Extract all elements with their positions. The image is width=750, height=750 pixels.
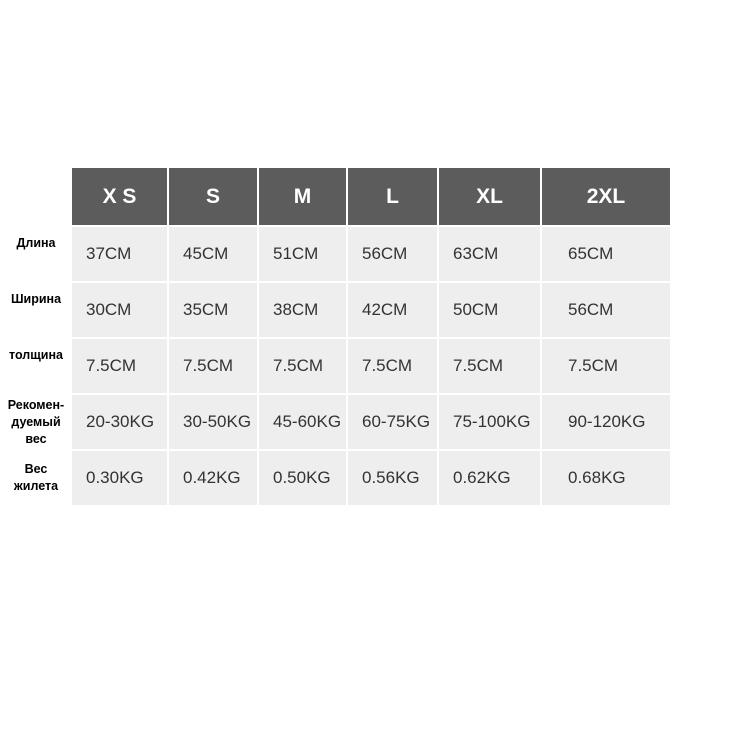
table-cell: 7.5CM	[348, 337, 439, 393]
table-cell: 30-50KG	[169, 393, 259, 449]
table-row-length	[0, 225, 670, 281]
table-cell: 90-120KG	[542, 393, 670, 449]
table-row-recommended-weight	[0, 393, 670, 449]
table-cell: 7.5CM	[439, 337, 542, 393]
table-cell: 56CM	[348, 225, 439, 281]
table-cell: 7.5CM	[542, 337, 670, 393]
header-row	[0, 168, 670, 225]
table-cell: 38CM	[259, 281, 348, 337]
row-label: Ширина	[0, 281, 72, 337]
row-label: Вес жилета	[0, 449, 72, 505]
size-header: X S	[72, 168, 169, 225]
table-cell: 7.5CM	[72, 337, 169, 393]
size-chart-table	[0, 168, 670, 505]
corner-cell	[0, 168, 72, 225]
table-cell: 0.56KG	[348, 449, 439, 505]
size-header: M	[259, 168, 348, 225]
size-header: 2XL	[542, 168, 670, 225]
table-cell: 45-60KG	[259, 393, 348, 449]
table-cell: 7.5CM	[259, 337, 348, 393]
table-cell: 0.30KG	[72, 449, 169, 505]
table-row-width	[0, 281, 670, 337]
table-cell: 45CM	[169, 225, 259, 281]
table-cell: 56CM	[542, 281, 670, 337]
table-cell: 30CM	[72, 281, 169, 337]
table-cell: 0.50KG	[259, 449, 348, 505]
table-cell: 75-100KG	[439, 393, 542, 449]
size-header: XL	[439, 168, 542, 225]
row-label: толщина	[0, 337, 72, 393]
table-row-vest-weight	[0, 449, 670, 505]
table-cell: 0.68KG	[542, 449, 670, 505]
row-label: Рекомен- дуемый вес	[0, 393, 72, 449]
table-cell: 51CM	[259, 225, 348, 281]
table-cell: 37CM	[72, 225, 169, 281]
table-row-thickness	[0, 337, 670, 393]
table-cell: 35CM	[169, 281, 259, 337]
table-cell: 42CM	[348, 281, 439, 337]
table-cell: 50CM	[439, 281, 542, 337]
size-header: S	[169, 168, 259, 225]
table-cell: 65CM	[542, 225, 670, 281]
table-cell: 60-75KG	[348, 393, 439, 449]
table-cell: 7.5CM	[169, 337, 259, 393]
table-cell: 20-30KG	[72, 393, 169, 449]
table-cell: 63CM	[439, 225, 542, 281]
table-cell: 0.62KG	[439, 449, 542, 505]
table-cell: 0.42KG	[169, 449, 259, 505]
row-label: Длина	[0, 225, 72, 281]
size-header: L	[348, 168, 439, 225]
